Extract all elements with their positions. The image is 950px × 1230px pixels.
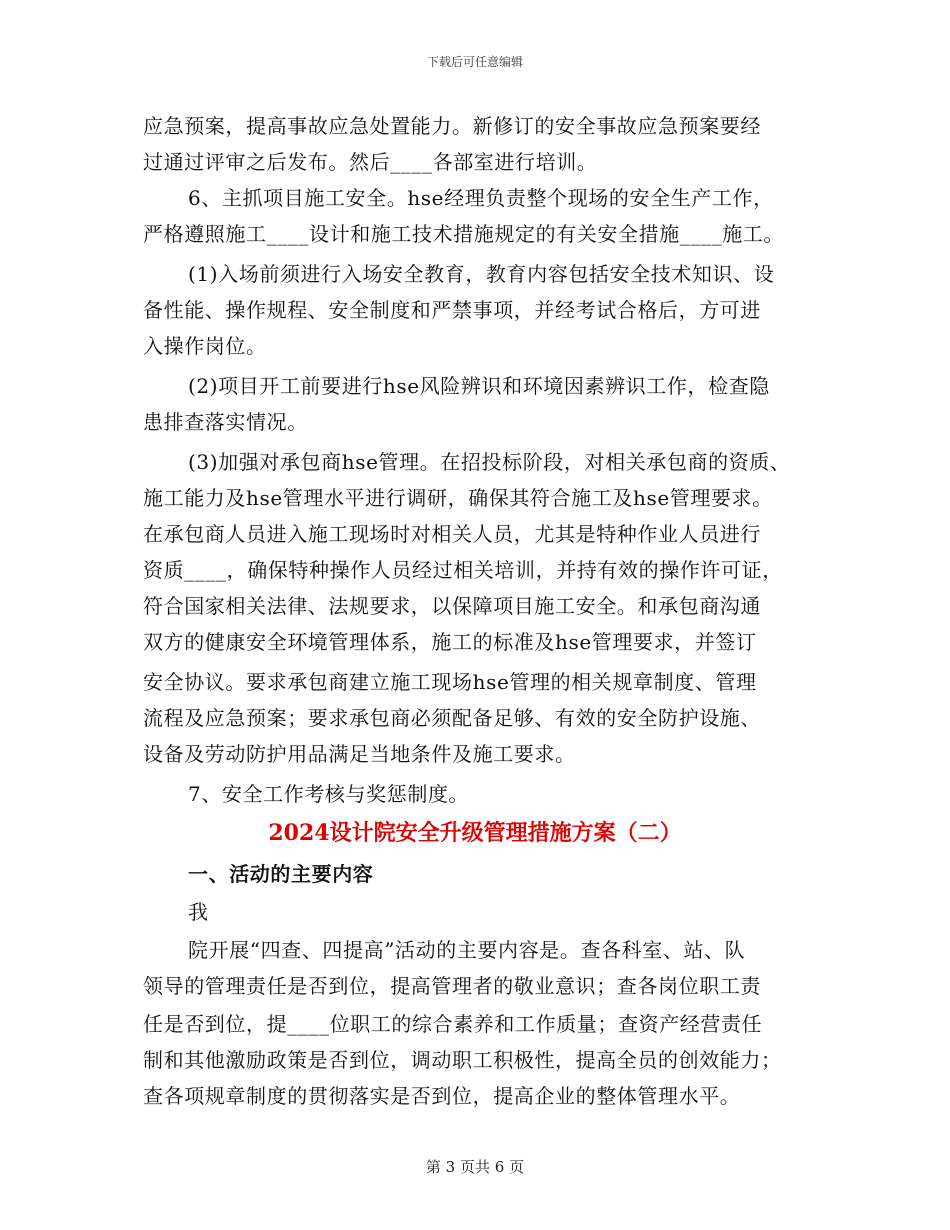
text-line: 查各项规章制度的贯彻落实是否到位，提高企业的整体管理水平。 bbox=[143, 1084, 741, 1108]
text-line: (3)加强对承包商hse管理。在招投标阶段，对相关承包商的资质、 bbox=[188, 450, 791, 474]
text-line: 施工能力及hse管理水平进行调研，确保其符合施工及hse管理要求。 bbox=[143, 486, 773, 510]
text-line: 制和其他激励政策是否到位，调动职工积极性，提高全员的创效能力； bbox=[143, 1048, 782, 1072]
section-title: 2024设计院安全升级管理措施方案（二） bbox=[268, 820, 682, 846]
text-line: (1)入场前须进行入场安全教育，教育内容包括安全技术知识、设 bbox=[188, 262, 775, 286]
text-line: 资质____，确保特种操作人员经过相关培训，并持有效的操作许可证， bbox=[143, 558, 783, 582]
text-line: 双方的健康安全环境管理体系，施工的标准及hse管理要求，并签订 bbox=[143, 630, 757, 654]
text-line: (2)项目开工前要进行hse风险辨识和环境因素辨识工作，检查隐 bbox=[188, 374, 770, 398]
text-line: 我 bbox=[188, 900, 209, 924]
text-line: 7、安全工作考核与奖惩制度。 bbox=[188, 782, 470, 806]
text-line: 严格遵照施工____设计和施工技术措施规定的有关安全措施____施工。 bbox=[143, 222, 784, 246]
text-line: 过通过评审之后发布。然后____各部室进行培训。 bbox=[143, 150, 598, 174]
text-line: 患排查落实情况。 bbox=[143, 410, 308, 434]
text-line: 流程及应急预案；要求承包商必须配备足够、有效的安全防护设施、 bbox=[143, 706, 761, 730]
text-line: 院开展“四查、四提高”活动的主要内容是。查各科室、站、队 bbox=[188, 938, 746, 962]
text-line: 入操作岗位。 bbox=[143, 334, 267, 358]
text-line: 任是否到位，提____位职工的综合素养和工作质量；查资产经营责任 bbox=[143, 1012, 763, 1036]
text-line: 设备及劳动防护用品满足当地条件及施工要求。 bbox=[143, 742, 576, 766]
text-line: 备性能、操作规程、安全制度和严禁事项，并经考试合格后，方可进 bbox=[143, 298, 761, 322]
page-footer: 第 3 页共 6 页 bbox=[425, 1158, 525, 1176]
text-line: 应急预案，提高事故应急处置能力。新修订的安全事故应急预案要经 bbox=[143, 114, 761, 138]
text-line: 在承包商人员进入施工现场时对相关人员，尤其是特种作业人员进行 bbox=[143, 522, 761, 546]
text-line: 6、主抓项目施工安全。hse经理负责整个现场的安全生产工作， bbox=[188, 186, 774, 210]
text-line: 安全协议。要求承包商建立施工现场hse管理的相关规章制度、管理 bbox=[143, 670, 757, 694]
section-heading: 一、活动的主要内容 bbox=[188, 862, 374, 886]
page-header: 下载后可任意编辑 bbox=[426, 55, 523, 69]
text-line: 领导的管理责任是否到位，提高管理者的敬业意识；查各岗位职工责 bbox=[143, 974, 761, 998]
text-line: 符合国家相关法律、法规要求，以保障项目施工安全。和承包商沟通 bbox=[143, 594, 761, 618]
